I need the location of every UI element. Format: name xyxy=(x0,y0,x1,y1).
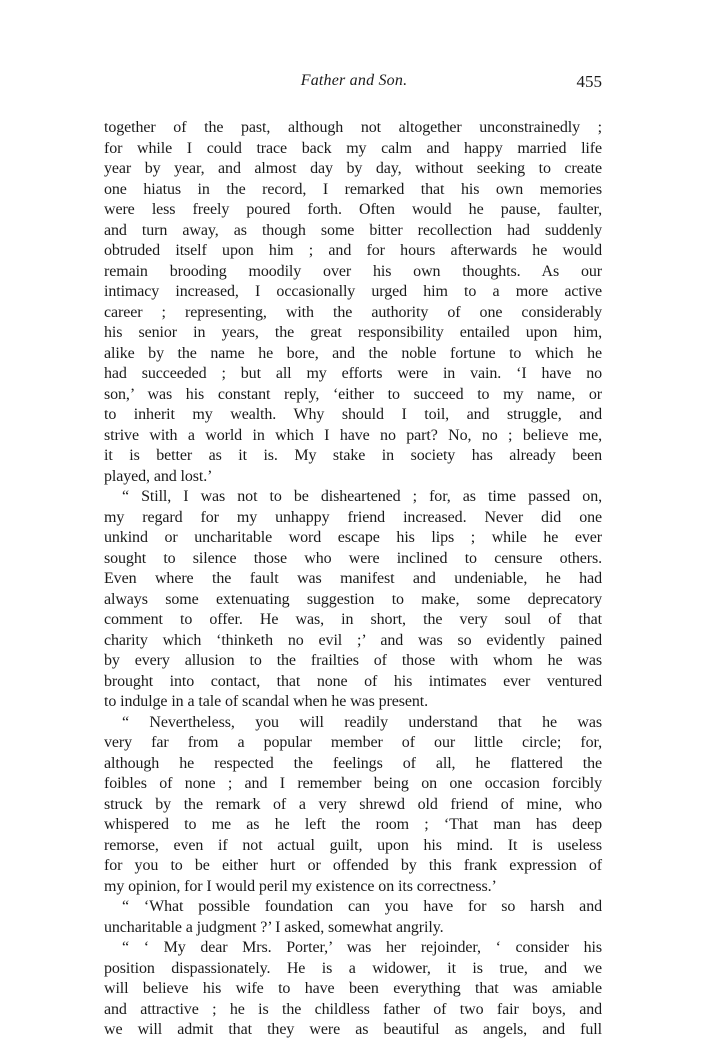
text-line: were less freely poured forth. Often would he pause, faulter, xyxy=(104,201,602,218)
text-line: brought into contact, that none of his intimates ever ventured xyxy=(104,672,602,690)
body-text xyxy=(104,118,602,1041)
text-line: “ ‘What possible foundation can you have for so harsh and xyxy=(122,898,602,915)
text-line: foibles of none ; and I remember being on one occasion forcibly xyxy=(104,775,602,792)
text-line: sought to silence those who were inclined to censure others. xyxy=(104,549,602,567)
text-line: by every allusion to the frailties of those with whom he was xyxy=(104,652,602,669)
text-line: strive with a world in which I have no part? No, no ; believe me, xyxy=(104,426,602,444)
text-line: his senior in years, the great responsibility entailed upon him, xyxy=(104,324,602,341)
text-line: had succeeded ; but all my efforts were in vain. ‘I have no xyxy=(104,365,602,382)
text-line: will believe his wife to have been everything that was amiable xyxy=(104,980,602,997)
text-line: my opinion, for I would peril my existence on its correctness.’ xyxy=(104,877,497,895)
text-line: unkind or uncharitable word escape his lips ; while he ever xyxy=(104,529,602,546)
text-line: career ; representing, with the authority of one considerably xyxy=(104,303,602,321)
text-line: my regard for my unhappy friend increased. Never did one xyxy=(104,508,602,526)
text-line: whispered to me as he left the room ; ‘That man has deep xyxy=(104,816,602,833)
running-title: Father and Son. xyxy=(300,72,408,89)
text-line: intimacy increased, I occasionally urged him to a more active xyxy=(104,283,602,300)
running-head xyxy=(104,72,604,98)
text-line: “ Still, I was not to be disheartened ; for, as time passed on, xyxy=(122,488,602,505)
text-line: to inherit my wealth. Why should I toil, and struggle, and xyxy=(104,406,602,423)
text-line: and attractive ; he is the childless father of two fair boys, and xyxy=(104,1000,602,1018)
text-line: although he respected the feelings of all, he flattered the xyxy=(104,754,602,772)
text-line: it is better as it is. My stake in society has already been xyxy=(104,447,602,464)
text-line: “ ‘ My dear Mrs. Porter,’ was her rejoinder, ‘ consider his xyxy=(122,939,602,956)
text-line: Even where the fault was manifest and undeniable, he had xyxy=(104,570,602,587)
text-line: obtruded itself upon him ; and for hours afterwards he would xyxy=(104,242,602,259)
text-line: for while I could trace back my calm and happy married life xyxy=(104,139,602,157)
text-line: remorse, even if not actual guilt, upon his mind. It is useless xyxy=(104,836,602,854)
text-line: to indulge in a tale of scandal when he was present. xyxy=(104,693,429,710)
text-line: very far from a popular member of our little circle; for, xyxy=(104,734,602,751)
text-line: alike by the name he bore, and the noble fortune to which he xyxy=(104,344,602,362)
text-line: struck by the remark of a very shrewd old friend of mine, who xyxy=(104,795,602,813)
text-line: played, and lost.’ xyxy=(104,467,213,485)
text-line: position dispassionately. He is a widower, it is true, and we xyxy=(104,959,602,977)
text-line: charity which ‘thinketh no evil ;’ and was so evidently pained xyxy=(104,631,602,649)
text-line: son,’ was his constant reply, ‘either to succeed to my name, or xyxy=(104,385,602,403)
text-line: uncharitable a judgment ?’ I asked, somewhat angrily. xyxy=(104,918,444,936)
text-line: always some extenuating suggestion to make, some deprecatory xyxy=(104,590,602,608)
page-number: 455 xyxy=(576,72,602,91)
text-line: remain brooding moodily over his own thoughts. As our xyxy=(104,262,602,280)
text-line: and turn away, as though some bitter recollection had suddenly xyxy=(104,221,602,239)
text-line: for you to be either hurt or offended by this frank expression of xyxy=(104,857,602,874)
text-line: together of the past, although not altogether unconstrainedly ; xyxy=(104,119,602,136)
text-line: “ Nevertheless, you will readily understand that he was xyxy=(122,713,602,731)
text-line: one hiatus in the record, I remarked that his own memories xyxy=(104,180,602,198)
text-line: year by year, and almost day by day, without seeking to create xyxy=(104,160,602,177)
text-line: we will admit that they were as beautiful as angels, and full xyxy=(104,1021,602,1038)
text-line: comment to offer. He was, in short, the very soul of that xyxy=(104,611,602,628)
